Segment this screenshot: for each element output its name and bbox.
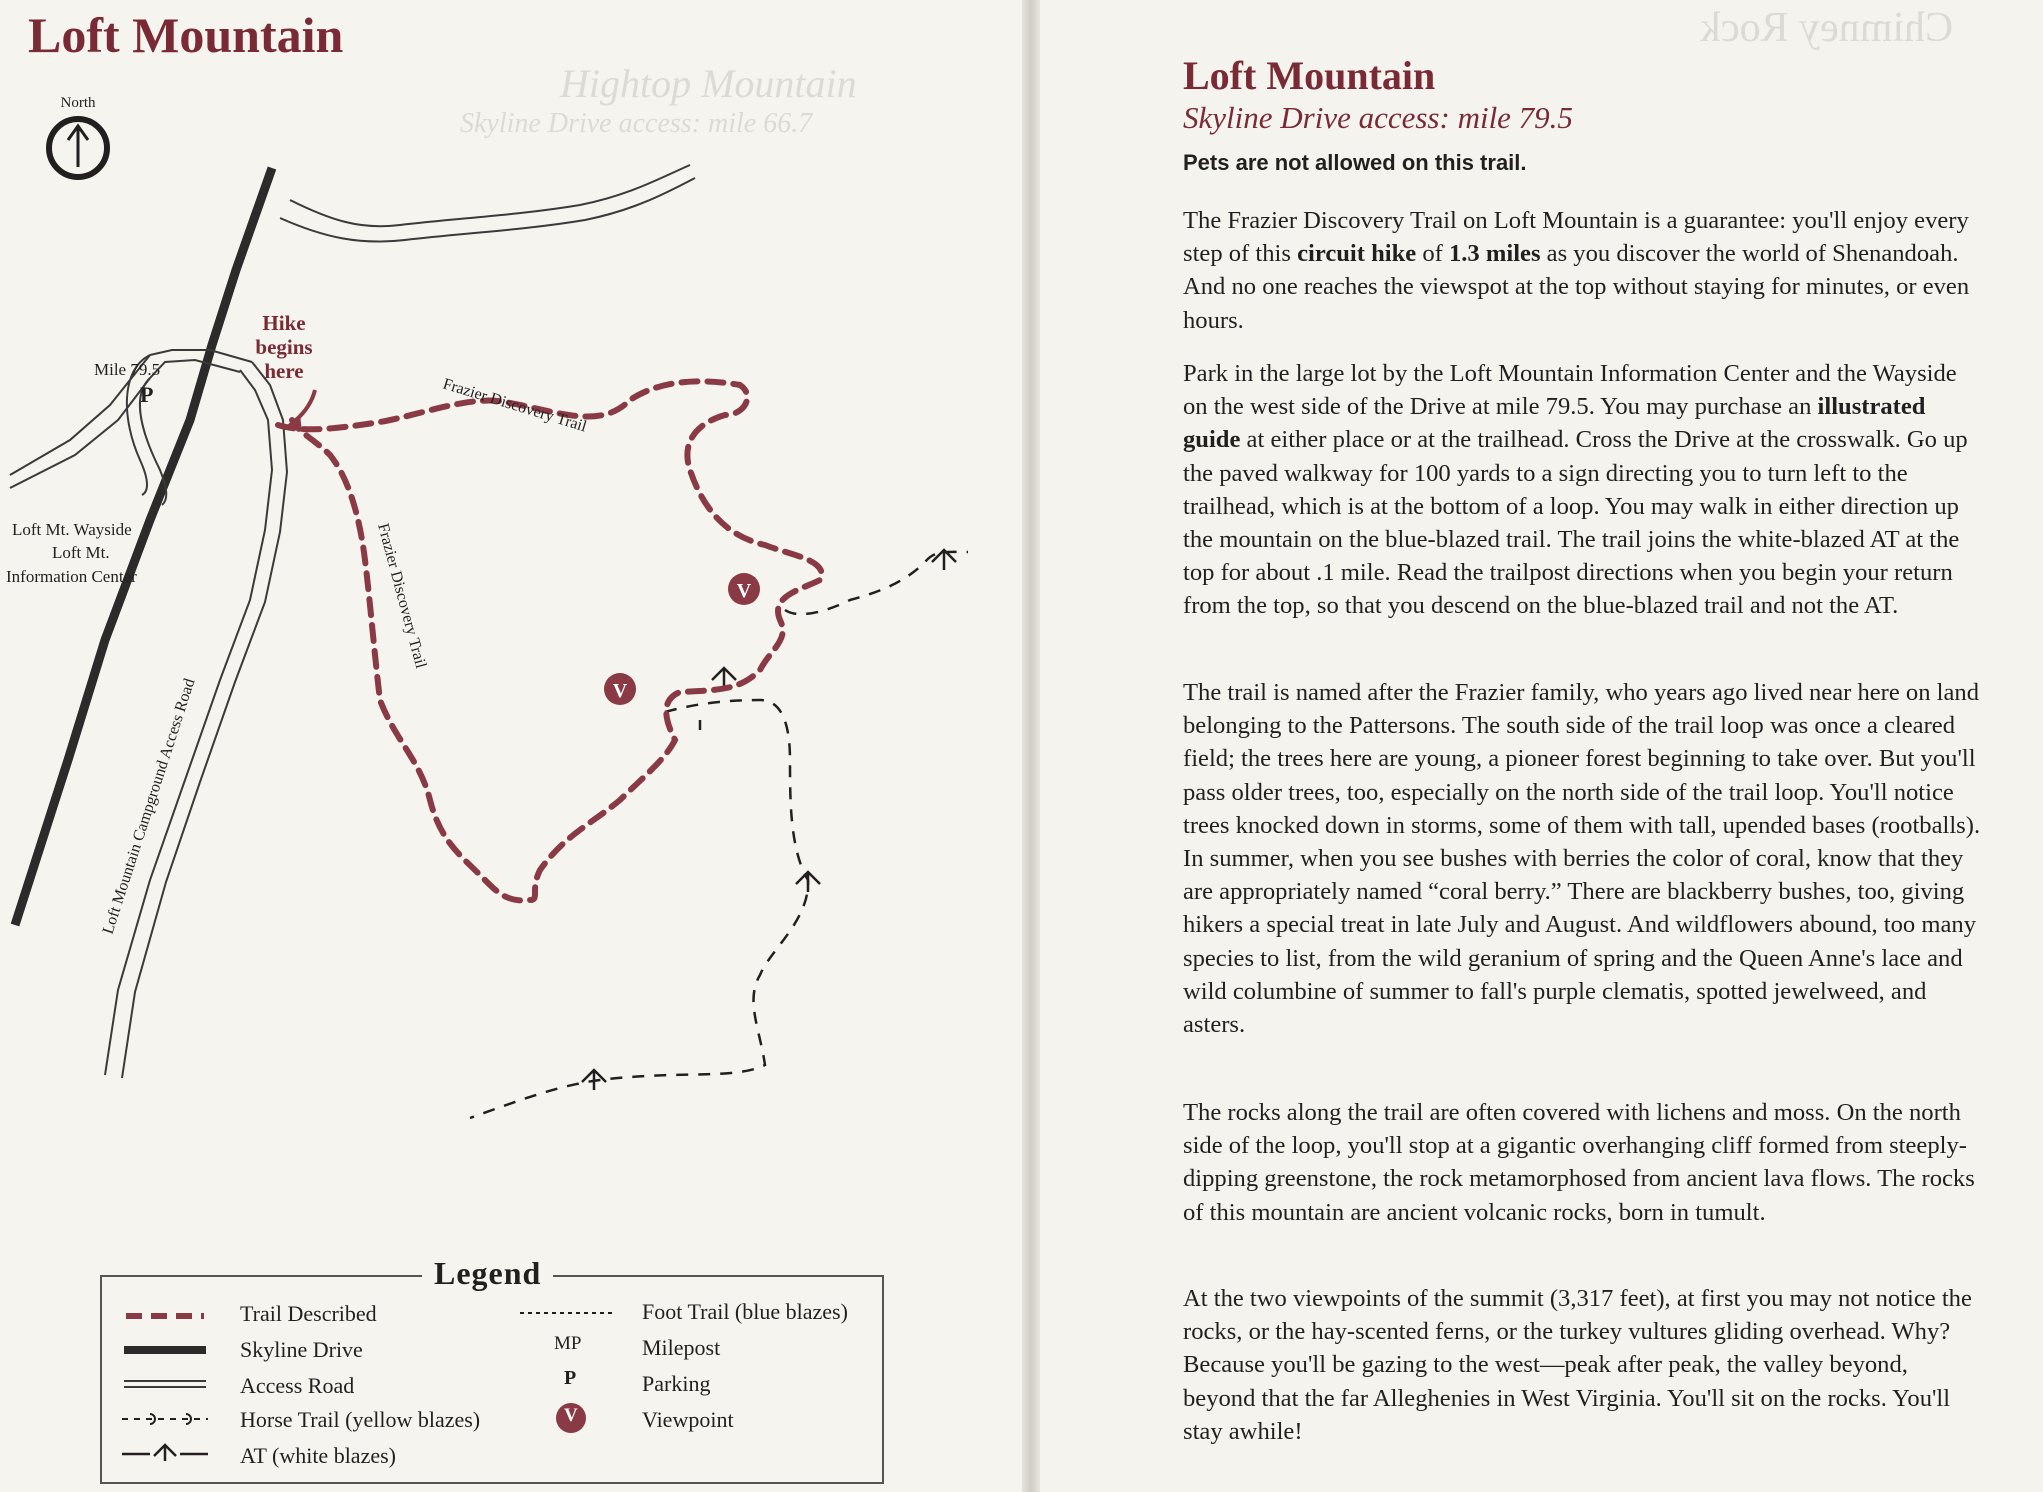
- legend-at-trail: AT (white blazes): [240, 1443, 396, 1468]
- paragraph-2: [1183, 357, 1983, 623]
- legend-trail-described: Trail Described: [240, 1301, 377, 1326]
- p1-bold-distance: 1.3 miles: [1448, 240, 1541, 268]
- p1-text-a: The Frazier Discovery Trail on Loft Mountain is a guarantee: you'll enjoy every step of this: [1183, 207, 1969, 268]
- legend-title: Legend: [422, 1255, 553, 1292]
- p2-text-a: Park in the large lot by the Loft Mountain Information Center and the Wayside on the west side of the Drive at mile 79.5. You may purchase an: [1183, 360, 1957, 421]
- foot-trail: [470, 552, 968, 1118]
- paragraph-1: [1183, 204, 1983, 337]
- foot-trail-swatch: [520, 1309, 612, 1317]
- access-subtitle: Skyline Drive access: mile 79.5: [1183, 100, 1573, 135]
- p1-text-d: as you discover the world of Shenandoah. And no one reaches the viewspot at the top without staying for minutes, or even hours.: [1183, 240, 1970, 334]
- paragraph-5: At the two viewpoints of the summit (3,317 feet), at first you may not notice the rocks, or the hay-scented ferns, or the turkey vultures gliding overhead. Why? Because you'll be gazing to the west—peak after peak, the valley beyond, beyond that the far Alleghenies in West Virginia. You'll sit on the rocks. You'll stay awhile!: [1183, 1285, 1972, 1445]
- show-through-subtitle: Skyline Drive access: mile 66.7: [460, 108, 813, 139]
- trail-described-swatch: [124, 1309, 206, 1323]
- horse-trail-swatch: [120, 1411, 210, 1427]
- legend-parking: Parking: [642, 1371, 711, 1396]
- page-title: Loft Mountain: [1183, 53, 1436, 98]
- legend-viewpoint: Viewpoint: [642, 1407, 734, 1432]
- legend-horse-trail: Horse Trail (yellow blazes): [240, 1407, 481, 1432]
- show-through-title: Hightop Mountain: [560, 61, 857, 106]
- info-center-label-1: Loft Mt.: [52, 543, 110, 562]
- viewpoint-label-2: V: [612, 680, 628, 702]
- legend-foot-trail: Foot Trail (blue blazes): [642, 1299, 848, 1324]
- paragraph-3: The trail is named after the Frazier family, who years ago lived near here on land belonging to the Pattersons. The south side of the trail loop was once a cleared field; the trees here are young, a pioneer forest beginning to take over. But you'll pass older trees, too, especially on the north side of the trail loop. You'll notice trees knocked down in storms, some of them with tall, upended bases (rootballs). In summer, when you see bushes with berries the color of coral, know that they are appropriately named “coral berry.” There are blackberry bushes, too, giving hikers a special treat in late July and August. And wildflowers abound, too many species to list, from the wild geranium of spring and the Queen Anne's lace and wild columbine of summer to fall's purple clematis, spotted jewelweed, and asters.: [1183, 679, 1981, 1039]
- at-trail-swatch: [120, 1441, 210, 1463]
- hike-begins-label-2: begins: [255, 335, 313, 359]
- legend-access-road: Access Road: [240, 1373, 355, 1398]
- wayside-label: Loft Mt. Wayside: [12, 520, 132, 539]
- frazier-trail-label-side: Frazier Discovery Trail: [374, 521, 430, 671]
- frazier-trail-label-top: Frazier Discovery Trail: [440, 375, 589, 436]
- viewpoint-swatch-letter: V: [564, 1405, 578, 1426]
- access-road-label: Loft Mountain Campground Access Road: [99, 676, 199, 937]
- trail-described: [278, 381, 822, 900]
- parking-symbol: P: [564, 1367, 577, 1389]
- access-road-swatch: [124, 1377, 206, 1391]
- at-marker-icon: [582, 550, 956, 1090]
- p2-bold-guide: illustrated guide: [1183, 393, 1926, 454]
- p1-bold-circuit: circuit hike: [1297, 240, 1417, 268]
- legend-milepost: Milepost: [642, 1335, 721, 1360]
- viewpoint-label-1: V: [736, 580, 752, 602]
- hike-begins-label-3: here: [264, 359, 304, 383]
- p1-text-c: of: [1416, 240, 1449, 268]
- legend-skyline-drive: Skyline Drive: [240, 1337, 363, 1362]
- paragraph-4: The rocks along the trail are often covered with lichens and moss. On the north side of the loop, you'll stop at a gigantic overhanging cliff formed from steeply-dipping greenstone, the rock metamorphosed from ancient lava flows. The rocks of this mountain are ancient volcanic rocks, born in tumult.: [1183, 1099, 1975, 1226]
- p2-text-c: at either place or at the trailhead. Cross the Drive at the crosswalk. Go up the paved walkway for 100 yards to a sign directing you to turn left to the trailhead, which is at the bottom of a loop. You may walk in either direction up the mountain on the blue-blazed trail. The trail joins the white-blazed AT at the top for about .1 mile. Read the trailpost directions when you begin your return from the top, so that you descend on the blue-blazed trail and not the AT.: [1183, 426, 1968, 620]
- map-legend: [100, 1255, 884, 1484]
- hike-begins-label-1: Hike: [262, 311, 306, 335]
- north-arrow-icon: [49, 119, 107, 177]
- north-label: North: [60, 95, 96, 111]
- skyline-drive-swatch: [124, 1343, 206, 1357]
- map-title: Loft Mountain: [28, 7, 344, 63]
- milepost-symbol: MP: [554, 1333, 582, 1354]
- parking-label: P: [140, 382, 154, 407]
- trail-map: [0, 0, 1030, 1280]
- show-through-title-right: Chimney Rock: [1700, 5, 1954, 51]
- mile-label: Mile 79.5: [94, 360, 161, 379]
- info-center-label-2: Information Center: [6, 567, 137, 586]
- pets-notice: Pets are not allowed on this trail.: [1183, 150, 1527, 175]
